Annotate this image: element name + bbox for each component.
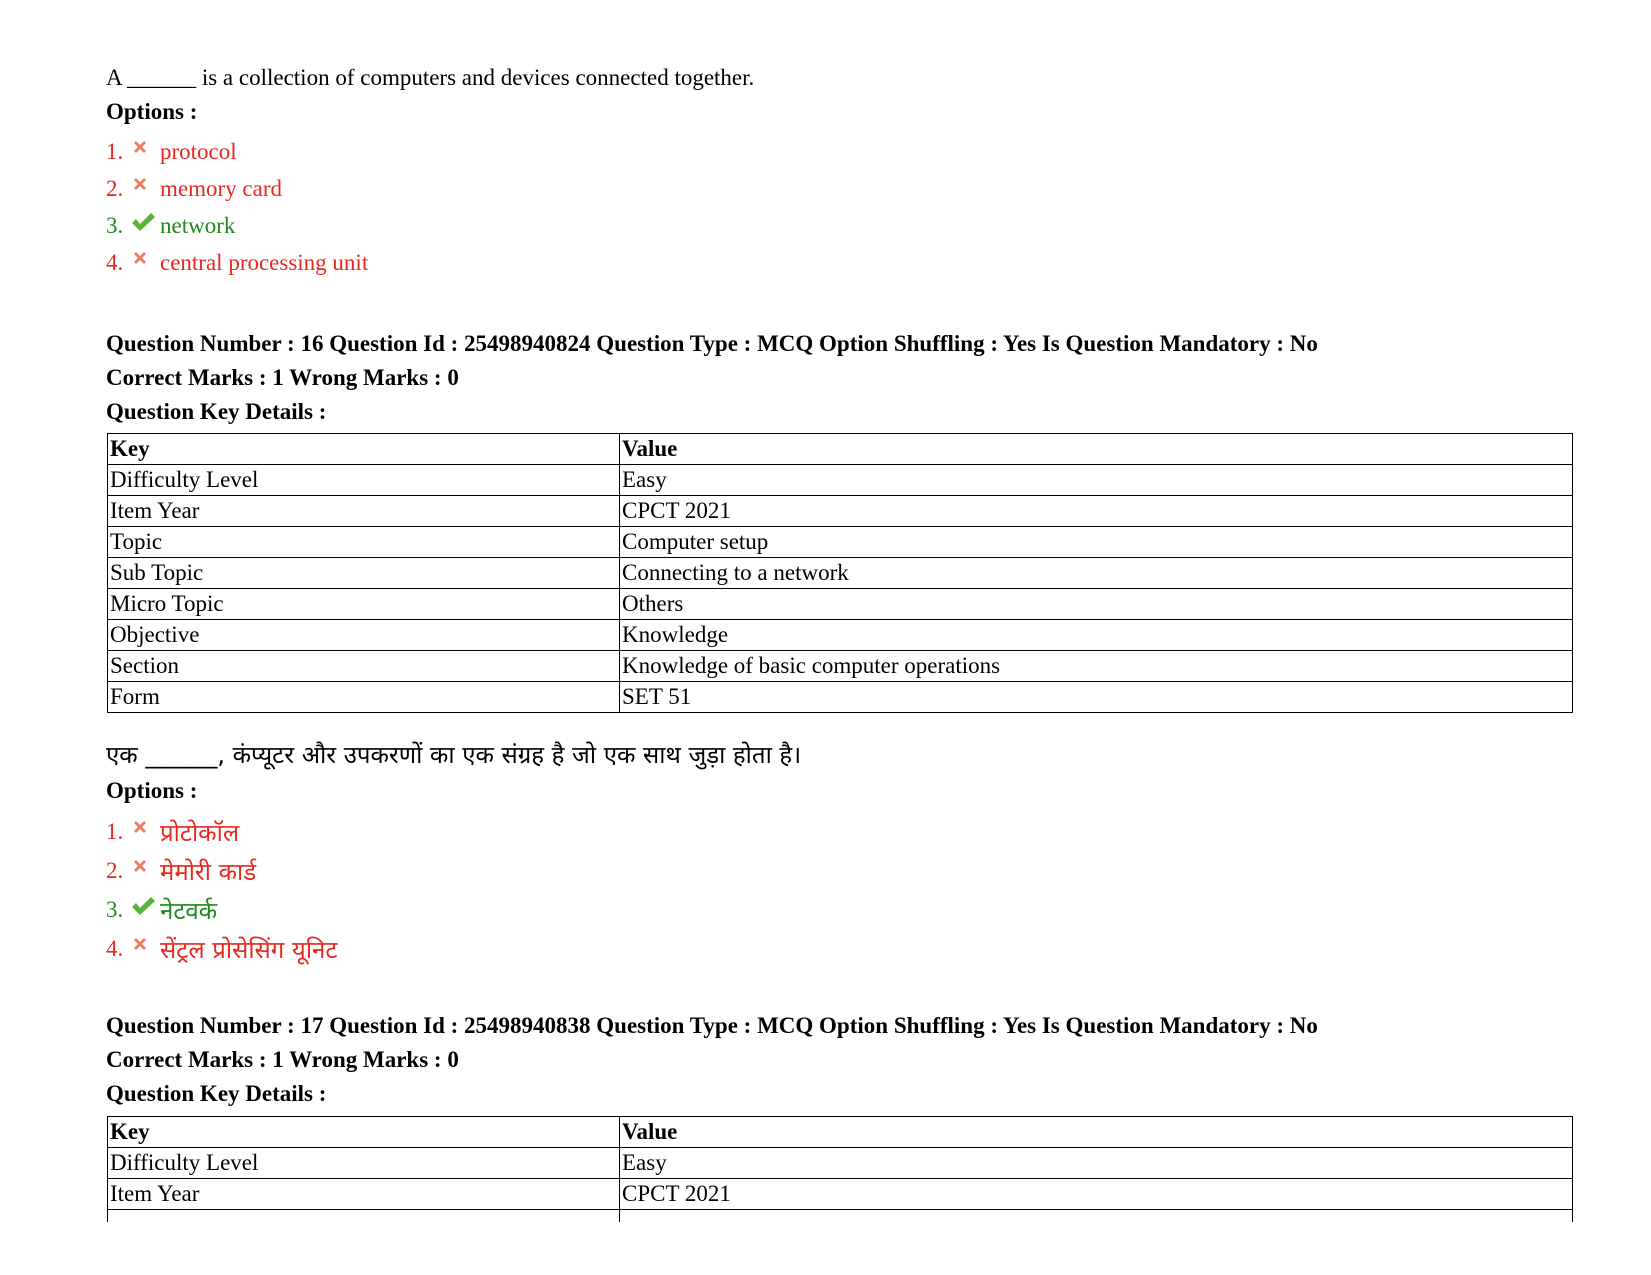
- option-number: 2.: [106, 176, 124, 201]
- table-header-value: Value: [620, 1117, 1573, 1148]
- option-3: [106, 209, 235, 243]
- table-cell-value: Knowledge of basic computer operations: [620, 651, 1573, 682]
- table-cell-value: Connecting to a network: [620, 558, 1573, 589]
- cross-icon: [130, 174, 160, 204]
- question-header: Question Number : 17 Question Id : 25498940838 Question Type : MCQ Option Shuffling : Yes Is Question Mandatory : No: [106, 1013, 1318, 1038]
- option-3: [106, 890, 217, 930]
- option-number: 4.: [106, 936, 124, 961]
- table-cell-value: SET 51: [620, 682, 1573, 713]
- option-text: network: [160, 213, 236, 238]
- table-cell-key: Difficulty Level: [108, 465, 620, 496]
- option-1: [106, 812, 239, 852]
- cross-icon: [130, 248, 160, 278]
- option-1: [106, 135, 237, 169]
- key-details-label: Question Key Details :: [106, 399, 327, 424]
- question-text-en: A ______ is a collection of computers and devices connected together.: [106, 65, 755, 90]
- table-row: [108, 620, 1573, 651]
- table-cell-value: Easy: [620, 465, 1573, 496]
- question-header: Question Number : 16 Question Id : 25498940824 Question Type : MCQ Option Shuffling : Yes Is Question Mandatory : No: [106, 331, 1318, 356]
- table-header-row: [108, 434, 1573, 465]
- option-number: 3.: [106, 213, 124, 238]
- option-2: [106, 172, 282, 206]
- question-marks: Correct Marks : 1 Wrong Marks : 0: [106, 365, 459, 390]
- table-row: [108, 1210, 1573, 1223]
- question-marks: Correct Marks : 1 Wrong Marks : 0: [106, 1047, 459, 1072]
- table-header-row: [108, 1117, 1573, 1148]
- table-cell-key: Micro Topic: [108, 589, 620, 620]
- option-number: 3.: [106, 897, 124, 922]
- options-label: Options :: [106, 778, 198, 803]
- table-cell-key: Item Year: [108, 1179, 620, 1210]
- options-label: Options :: [106, 99, 198, 124]
- table-cell-key: Objective: [108, 620, 620, 651]
- table-cell-key: Difficulty Level: [108, 1148, 620, 1179]
- table-cell-key: [108, 1210, 620, 1223]
- table-cell-value: [620, 1210, 1573, 1223]
- table-cell-value: CPCT 2021: [620, 496, 1573, 527]
- table-row: [108, 1179, 1573, 1210]
- option-number: 1.: [106, 819, 124, 844]
- option-4: [106, 246, 368, 280]
- table-header-key: Key: [108, 434, 620, 465]
- table-cell-key: Sub Topic: [108, 558, 620, 589]
- table-row: [108, 527, 1573, 558]
- table-header-key: Key: [108, 1117, 620, 1148]
- option-number: 1.: [106, 139, 124, 164]
- table-cell-value: Computer setup: [620, 527, 1573, 558]
- question-key-table: [107, 1116, 1573, 1222]
- table-row: [108, 682, 1573, 713]
- table-cell-value: Knowledge: [620, 620, 1573, 651]
- table-row: [108, 589, 1573, 620]
- cross-icon: [130, 817, 160, 847]
- table-cell-key: Topic: [108, 527, 620, 558]
- cross-icon: [130, 934, 160, 964]
- option-4: [106, 929, 337, 969]
- table-cell-key: Section: [108, 651, 620, 682]
- cross-icon: [130, 856, 160, 886]
- question-key-table-clip: [107, 1116, 1575, 1222]
- table-row: [108, 465, 1573, 496]
- table-cell-key: Item Year: [108, 496, 620, 527]
- table-cell-value: Easy: [620, 1148, 1573, 1179]
- option-number: 2.: [106, 858, 124, 883]
- table-row: [108, 651, 1573, 682]
- option-text: नेटवर्क: [160, 896, 218, 925]
- option-text: central processing unit: [160, 250, 369, 275]
- option-2: [106, 851, 256, 891]
- question-key-table: [107, 433, 1573, 713]
- table-row: [108, 1148, 1573, 1179]
- table-header-value: Value: [620, 434, 1573, 465]
- table-cell-key: Form: [108, 682, 620, 713]
- table-cell-value: Others: [620, 589, 1573, 620]
- table-row: [108, 496, 1573, 527]
- table-cell-value: CPCT 2021: [620, 1179, 1573, 1210]
- cross-icon: [130, 137, 160, 167]
- option-text: memory card: [160, 176, 282, 201]
- key-details-label: Question Key Details :: [106, 1081, 327, 1106]
- option-text: protocol: [160, 139, 237, 164]
- check-icon: [130, 895, 160, 925]
- table-row: [108, 558, 1573, 589]
- option-text: मेमोरी कार्ड: [160, 857, 257, 886]
- option-text: सेंट्रल प्रोसेसिंग यूनिट: [160, 935, 338, 964]
- check-icon: [130, 211, 160, 241]
- option-number: 4.: [106, 250, 124, 275]
- option-text: प्रोटोकॉल: [160, 818, 240, 847]
- question-text-hi: एक ______, कंप्यूटर और उपकरणों का एक संग्रह है जो एक साथ जुड़ा होता है।: [106, 741, 802, 769]
